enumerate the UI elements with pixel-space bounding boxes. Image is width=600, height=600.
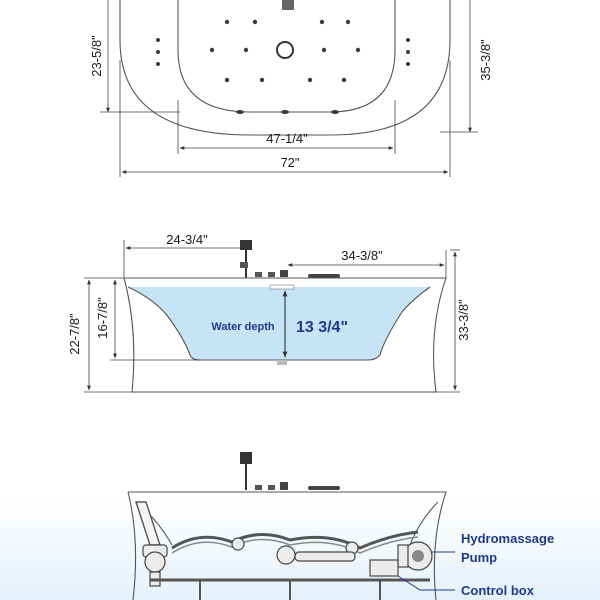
side-left-top-label: 24-3/4" (166, 232, 208, 247)
pump-label-line1: Hydromassage (461, 531, 555, 546)
cutaway-hand-shower-icon (240, 452, 252, 490)
top-height-label: 35-3/8" (478, 39, 493, 81)
water-depth-value: 13 3/4" (295, 319, 349, 336)
overflow-drain (282, 0, 294, 10)
top-inner-length-label: 47-1/4" (266, 131, 308, 146)
faucet-controls-icon (255, 270, 340, 278)
hydromassage-pump-icon (398, 542, 432, 570)
hand-shower-icon (240, 240, 252, 278)
control-box-icon (370, 560, 398, 576)
top-width-label: 23-5/8" (89, 35, 104, 77)
jet-group (156, 20, 410, 114)
top-view (89, 0, 493, 177)
tub-outer-rim (120, 0, 450, 135)
side-total-height-label: 33-3/8" (456, 299, 471, 341)
water-depth-text: Water depth (211, 321, 275, 333)
side-inner-depth-label: 16-7/8" (95, 297, 110, 339)
side-view (67, 232, 471, 392)
bottom-drain (277, 360, 287, 365)
cutaway-view (0, 452, 600, 600)
cutaway-faucet-controls-icon (255, 482, 340, 490)
overflow-slot (270, 285, 294, 289)
side-right-top-label: 34-3/8" (341, 248, 383, 263)
control-box-label: Control box (461, 583, 534, 598)
side-outer-depth-label: 22-7/8" (67, 313, 82, 355)
center-drain (277, 42, 293, 58)
top-total-length-label: 72" (280, 155, 300, 170)
pump-label-line2: Pump (461, 550, 498, 565)
